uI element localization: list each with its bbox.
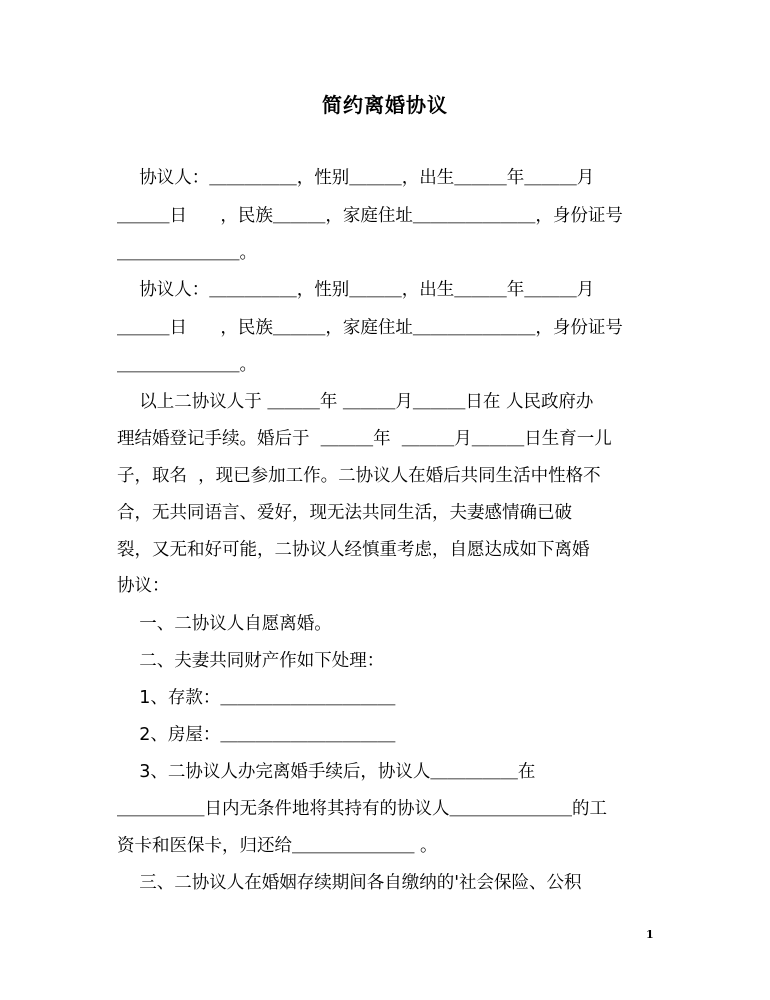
text-line: 合，无共同语言、爱好，现无法共同生活，夫妻感情确已破 [117,503,572,523]
text-line: ＿＿＿日 ，民族＿＿＿，家庭住址＿＿＿＿＿＿＿，身份证号 [117,206,623,226]
text-line: ＿＿＿＿＿日内无条件地将其持有的协议人＿＿＿＿＿＿＿的工 [117,799,607,819]
text-line: 协议人：＿＿＿＿＿，性别＿＿＿，出生＿＿＿年＿＿＿月 [117,168,595,188]
text-line: ＿＿＿＿＿＿＿。 [117,243,257,263]
text-line: 2、房屋：＿＿＿＿＿＿＿＿＿＿ [117,725,396,745]
text-line: 子，取名 ，现已参加工作。二协议人在婚后共同生活中性格不 [117,466,601,486]
text-line: 3、二协议人办完离婚手续后，协议人＿＿＿＿＿在 [117,762,536,782]
text-line: 三、二协议人在婚姻存续期间各自缴纳的'社会保险、公积 [117,873,582,893]
page-number: 1 [646,928,654,941]
text-line: 以上二协议人于 ＿＿＿年 ＿＿＿月＿＿＿日在 人民政府办 [117,392,594,412]
text-line: 一、二协议人自愿离婚。 [117,614,332,634]
text-line: ＿＿＿＿＿＿＿。 [117,355,257,375]
text-line: 协议： [117,576,170,596]
text-line: 二、夫妻共同财产作如下处理： [117,651,385,671]
text-line: 资卡和医保卡，归还给＿＿＿＿＿＿＿ 。 [117,836,438,856]
text-line: 协议人：＿＿＿＿＿，性别＿＿＿，出生＿＿＿年＿＿＿月 [117,280,595,300]
text-line: 裂，又无和好可能，二协议人经慎重考虑，自愿达成如下离婚 [117,540,590,560]
text-line: 1、存款：＿＿＿＿＿＿＿＿＿＿ [117,688,396,708]
document-title: 简约离婚协议 [322,93,448,117]
text-line: 理结婚登记手续。婚后于 ＿＿＿年 ＿＿＿月＿＿＿日生育一儿 [117,429,612,449]
text-line: ＿＿＿日 ，民族＿＿＿，家庭住址＿＿＿＿＿＿＿，身份证号 [117,318,623,338]
